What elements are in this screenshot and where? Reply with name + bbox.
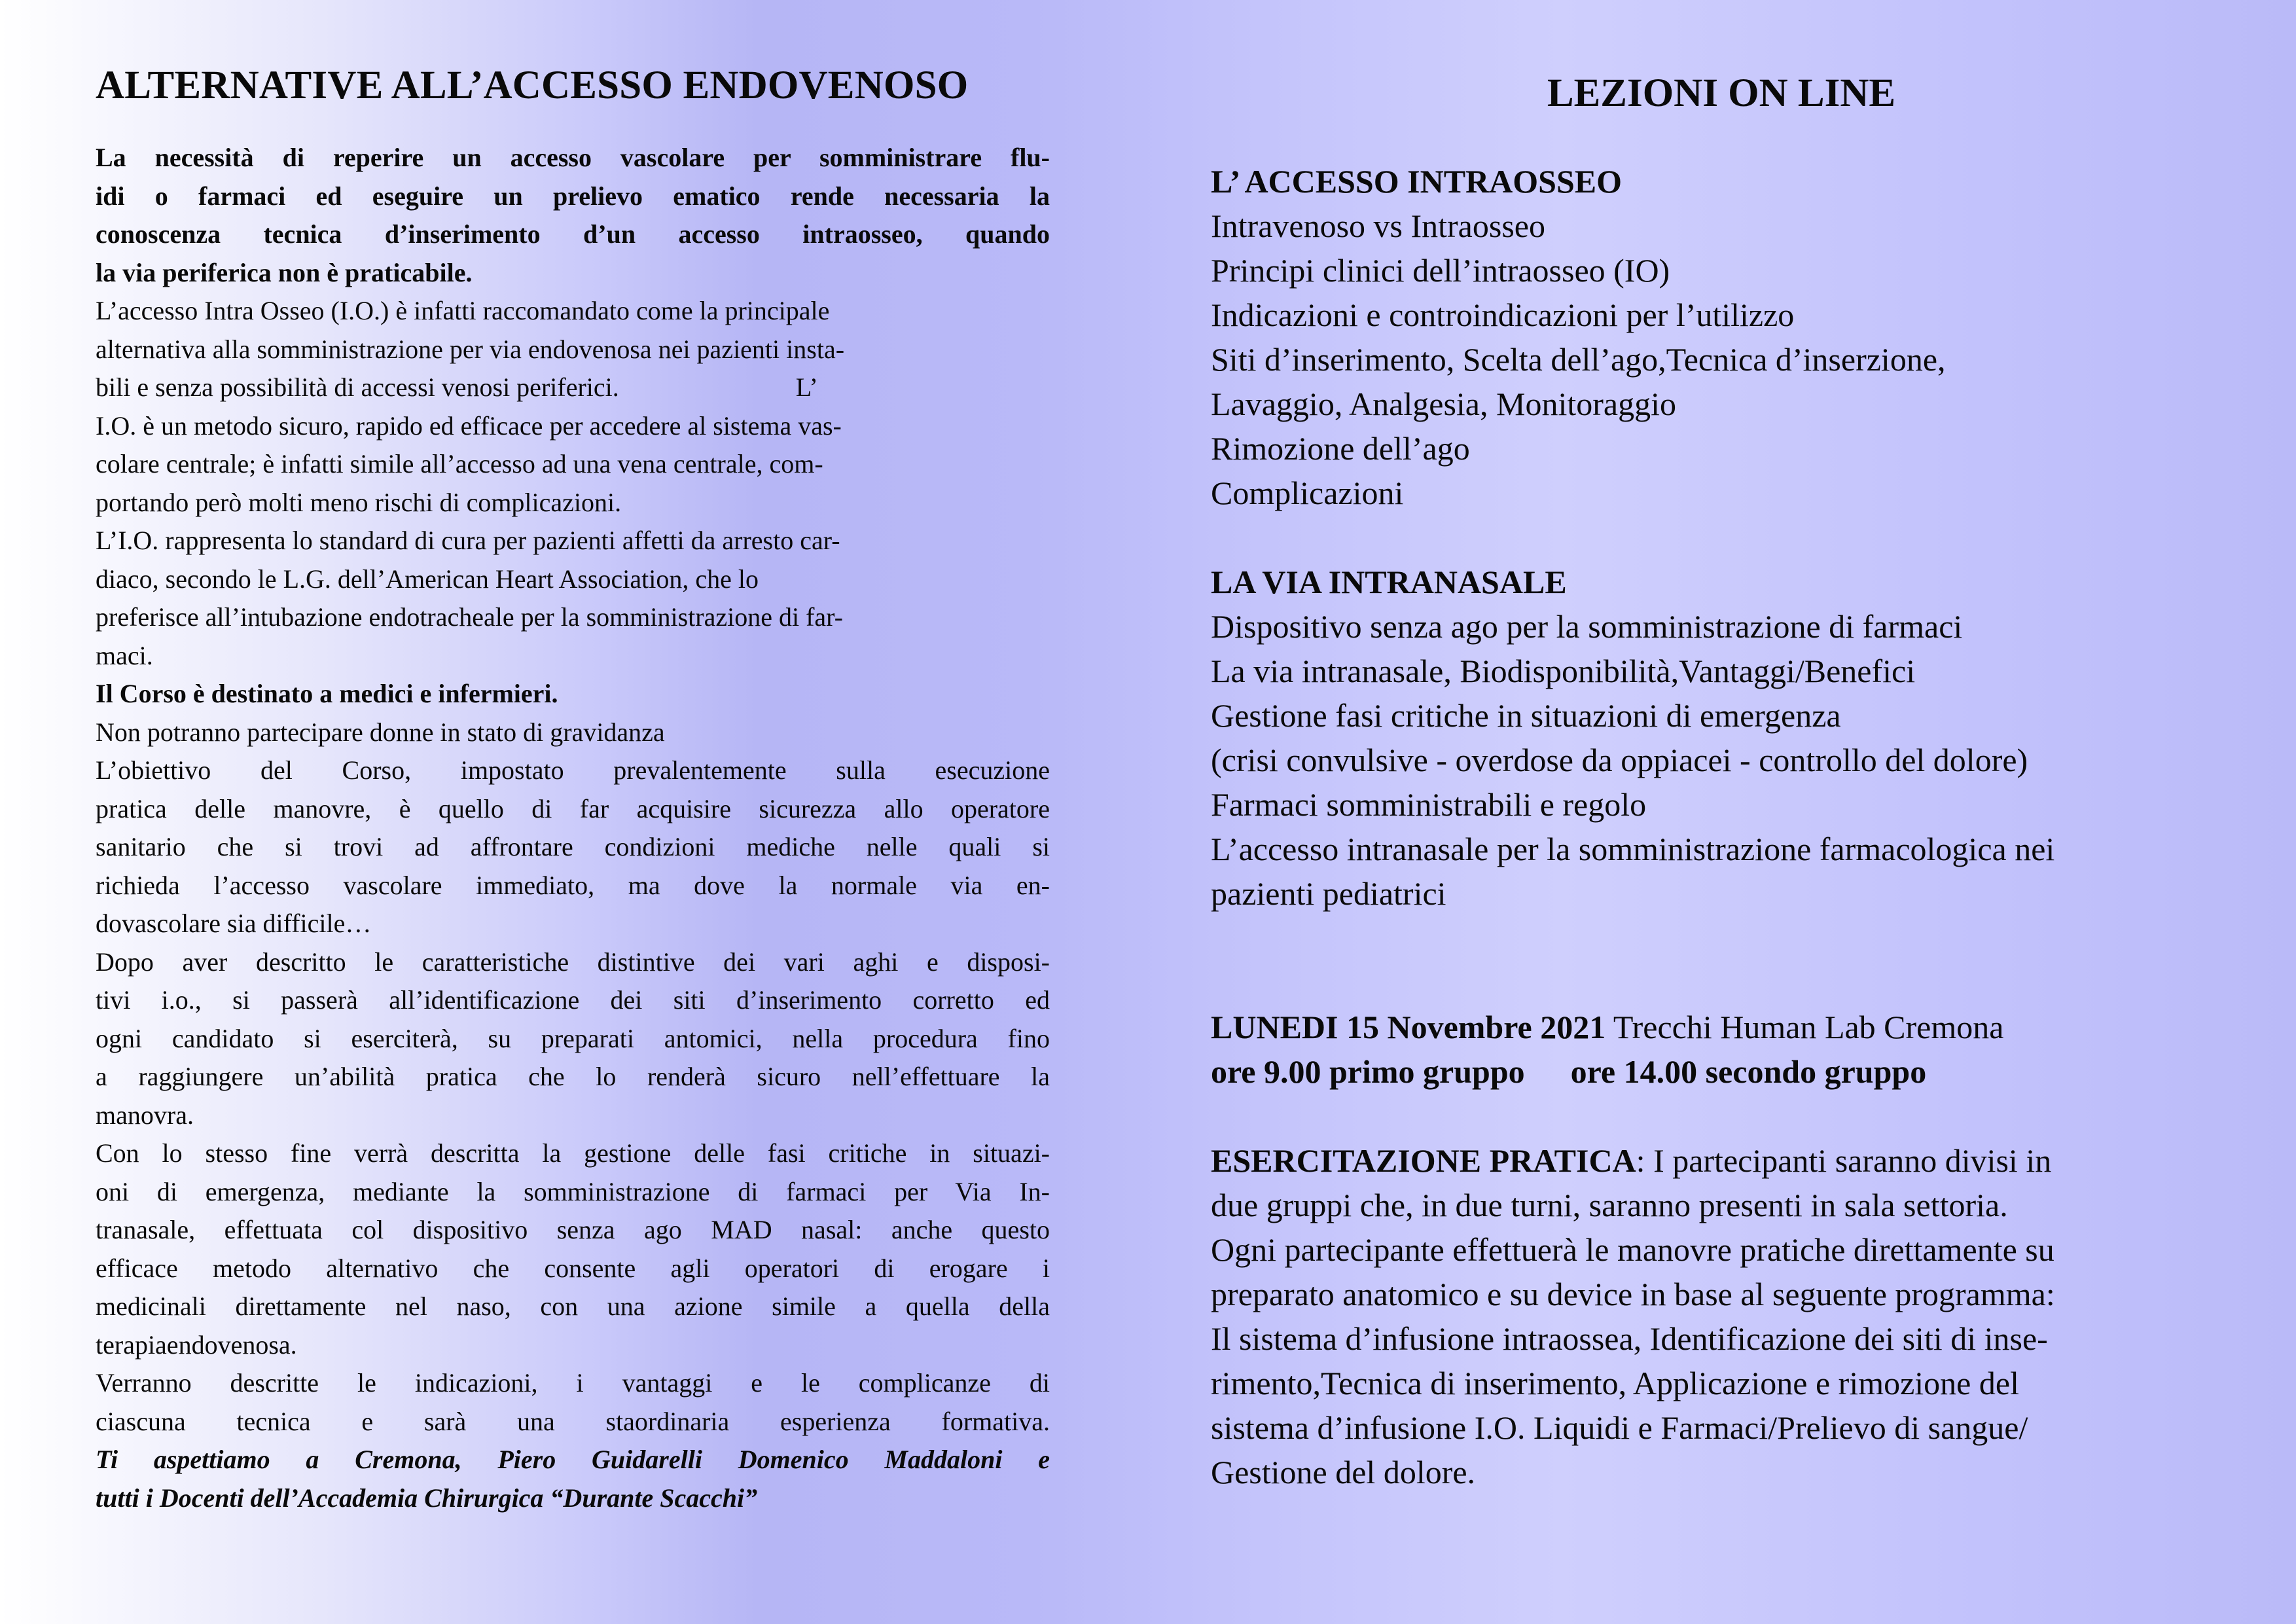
practice-line: rimento,Tecnica di inserimento, Applicazione e rimozione del <box>1211 1365 2019 1402</box>
left-paragraph-line <box>96 292 1050 331</box>
left-paragraph-line <box>96 177 1050 216</box>
left-text-line: portando però molti meno rischi di complicazioni. <box>96 487 622 517</box>
left-text-line: terapiaendovenosa. <box>96 1329 297 1360</box>
left-paragraph-line <box>96 1250 1050 1288</box>
left-paragraph-line <box>96 828 1050 867</box>
left-text-line: L’I.O. rappresenta lo standard di cura per pazienti affetti da arresto car- <box>96 526 840 556</box>
intranasal-topic: pazienti pediatrici <box>1211 875 1446 912</box>
left-paragraph-line <box>96 675 1050 713</box>
intranasal-topic: La via intranasale, Biodisponibilità,Vantaggi/Benefici <box>1211 653 1916 690</box>
practice-line: sistema d’infusione I.O. Liquidi e Farmaci/Prelievo di sangue/ <box>1211 1409 2028 1447</box>
left-text-line: Ti aspettiamo a Cremona, Piero Guidarelli Domenico Maddaloni e <box>96 1445 1050 1475</box>
left-paragraph-line <box>96 637 1050 676</box>
left-paragraph-line <box>96 867 1050 905</box>
left-text-line: I.O. è un metodo sicuro, rapido ed efficace per accedere al sistema vas- <box>96 410 842 441</box>
intranasal-topic: L’accesso intranasale per la somministrazione farmacologica nei <box>1211 831 2055 868</box>
left-paragraph-line <box>96 943 1050 982</box>
left-body-text <box>96 139 1050 1517</box>
left-text-line: a raggiungere un’abilità pratica che lo renderà sicuro nell’effettuare la <box>96 1062 1050 1092</box>
practice-line: preparato anatomico e su device in base al seguente programma: <box>1211 1276 2055 1313</box>
left-text-line: Dopo aver descritto le caratteristiche distintive dei vari aghi e disposi- <box>96 947 1050 977</box>
left-paragraph-line <box>96 751 1050 790</box>
left-paragraph-line <box>96 1364 1050 1403</box>
left-paragraph-line <box>96 790 1050 829</box>
left-paragraph-line <box>96 331 1050 369</box>
left-paragraph-line <box>96 522 1050 560</box>
left-text-line: Con lo stesso fine verrà descritta la gestione delle fasi critiche in situazi- <box>96 1138 1050 1168</box>
left-text-line: L’obiettivo del Corso, impostato prevalentemente sulla esecuzione <box>96 755 1050 785</box>
left-paragraph-line <box>96 369 1050 407</box>
practice-heading: ESERCITAZIONE PRATICA <box>1211 1142 1636 1180</box>
left-text-line: diaco, secondo le L.G. dell’American Heart Association, che lo <box>96 564 759 594</box>
practice-line: Il sistema d’infusione intraossea, Identificazione dei siti di inse- <box>1211 1320 2048 1358</box>
left-text-line: sanitario che si trovi ad affrontare condizioni mediche nelle quali si <box>96 832 1050 862</box>
left-column <box>96 63 1050 1517</box>
practice-first-line: : I partecipanti saranno divisi in <box>1636 1142 2052 1180</box>
intraosseous-topic: Siti d’inserimento, Scelta dell’ago,Tecnica d’inserzione, <box>1211 341 1946 378</box>
intranasal-topic: Farmaci somministrabili e regolo <box>1211 786 1647 823</box>
right-title: LEZIONI ON LINE <box>1547 71 1896 115</box>
intraosseous-topic: Principi clinici dell’intraosseo (IO) <box>1211 252 1670 289</box>
left-title: ALTERNATIVE ALL’ACCESSO ENDOVENOSO <box>96 63 969 107</box>
left-text-line: maci. <box>96 640 153 670</box>
left-text-line: ciascuna tecnica e sarà una staordinaria esperienza formativa. <box>96 1406 1050 1436</box>
left-paragraph-line <box>96 407 1050 446</box>
intraosseous-topic: Rimozione dell’ago <box>1211 430 1470 467</box>
left-paragraph-line <box>96 1326 1050 1365</box>
left-text-line: bili e senza possibilità di accessi venosi periferici. L’ <box>96 372 818 403</box>
left-text-line: conoscenza tecnica d’inserimento d’un accesso intraosseo, quando <box>96 219 1050 249</box>
left-paragraph-line <box>96 1288 1050 1326</box>
left-paragraph-line <box>96 1173 1050 1212</box>
left-text-line: oni di emergenza, mediante la somministrazione di farmaci per Via In- <box>96 1176 1050 1206</box>
left-paragraph-line <box>96 254 1050 293</box>
practice-line: Gestione del dolore. <box>1211 1454 1476 1491</box>
left-text-line: La necessità di reperire un accesso vascolare per somministrare flu- <box>96 143 1050 173</box>
left-paragraph-line <box>96 1211 1050 1250</box>
left-paragraph-line <box>96 598 1050 637</box>
left-text-line: alternativa alla somministrazione per via endovenosa nei pazienti insta- <box>96 334 845 364</box>
event-info <box>1211 1005 2232 1094</box>
left-text-line: manovra. <box>96 1100 194 1130</box>
left-text-line: la via periferica non è praticabile. <box>96 257 473 287</box>
left-paragraph-line <box>96 445 1050 484</box>
practice-line: due gruppi che, in due turni, saranno presenti in sala settoria. <box>1211 1187 2008 1224</box>
practice-section <box>1211 1138 2232 1494</box>
section-intranasal-heading: LA VIA INTRANASALE <box>1211 564 1567 601</box>
left-text-line: preferisce all’intubazione endotracheale per la somministrazione di far- <box>96 602 843 632</box>
intranasal-topic: Dispositivo senza ago per la somministrazione di farmaci <box>1211 608 1963 645</box>
intraosseous-topic: Lavaggio, Analgesia, Monitoraggio <box>1211 386 1676 423</box>
left-paragraph-line <box>96 1058 1050 1096</box>
left-text-line: tutti i Docenti dell’Accademia Chirurgica “Durante Scacchi” <box>96 1483 758 1513</box>
left-text-line: Non potranno partecipare donne in stato di gravidanza <box>96 717 665 747</box>
left-paragraph-line <box>96 1020 1050 1058</box>
left-text-line: medicinali direttamente nel naso, con una azione simile a quella della <box>96 1291 1050 1322</box>
left-paragraph-line <box>96 560 1050 599</box>
left-paragraph-line <box>96 1479 1050 1518</box>
event-date: LUNEDI 15 Novembre 2021 <box>1211 1009 1606 1046</box>
left-text-line: ogni candidato si eserciterà, su preparati antomici, nella procedura fino <box>96 1023 1050 1053</box>
section-intraosseous <box>1211 159 2232 515</box>
practice-line: Ogni partecipante effettuerà le manovre pratiche direttamente su <box>1211 1231 2054 1269</box>
left-text-line: tranasale, effettuata col dispositivo senza ago MAD nasal: anche questo <box>96 1215 1050 1245</box>
intranasal-topic: (crisi convulsive - overdose da oppiacei - controllo del dolore) <box>1211 742 2028 779</box>
left-text-line: L’accesso Intra Osseo (I.O.) è infatti raccomandato come la principale <box>96 296 830 326</box>
left-paragraph-line <box>96 713 1050 752</box>
left-paragraph-line <box>96 905 1050 943</box>
intraosseous-topic: Indicazioni e controindicazioni per l’utilizzo <box>1211 297 1795 334</box>
left-text-line: Verranno descritte le indicazioni, i vantaggi e le complicanze di <box>96 1368 1050 1398</box>
intranasal-topic: Gestione fasi critiche in situazioni di emergenza <box>1211 697 1841 734</box>
intraosseous-topic: Intravenoso vs Intraosseo <box>1211 208 1545 245</box>
left-text-line: efficace metodo alternativo che consente agli operatori di erogare i <box>96 1253 1050 1283</box>
left-text-line: richieda l’accesso vascolare immediato, ma dove la normale via en- <box>96 870 1050 900</box>
left-paragraph-line <box>96 1403 1050 1441</box>
section-intranasal <box>1211 560 2232 916</box>
left-paragraph-line <box>96 981 1050 1020</box>
left-text-line: Il Corso è destinato a medici e infermieri. <box>96 679 558 709</box>
left-paragraph-line <box>96 1441 1050 1479</box>
left-text-line: idi o farmaci ed eseguire un prelievo ematico rende necessaria la <box>96 181 1050 211</box>
left-text-line: tivi i.o., si passerà all’identificazione dei siti d’inserimento corretto ed <box>96 985 1050 1015</box>
section-intraosseous-heading: L’ ACCESSO INTRAOSSEO <box>1211 163 1623 200</box>
left-paragraph-line <box>96 215 1050 254</box>
left-paragraph-line <box>96 1134 1050 1173</box>
left-paragraph-line <box>96 484 1050 522</box>
left-paragraph-line <box>96 139 1050 177</box>
left-text-line: dovascolare sia difficile… <box>96 909 372 939</box>
right-column <box>1211 69 2232 1494</box>
left-text-line: colare centrale; è infatti simile all’accesso ad una vena centrale, com- <box>96 449 823 479</box>
event-place: Trecchi Human Lab Cremona <box>1613 1009 2004 1046</box>
left-text-line: pratica delle manovre, è quello di far acquisire sicurezza allo operatore <box>96 793 1050 823</box>
event-group-1: ore 9.00 primo gruppo <box>1211 1053 1525 1091</box>
event-group-2: ore 14.00 secondo gruppo <box>1570 1053 1927 1091</box>
intraosseous-topic: Complicazioni <box>1211 475 1404 512</box>
left-paragraph-line <box>96 1096 1050 1135</box>
